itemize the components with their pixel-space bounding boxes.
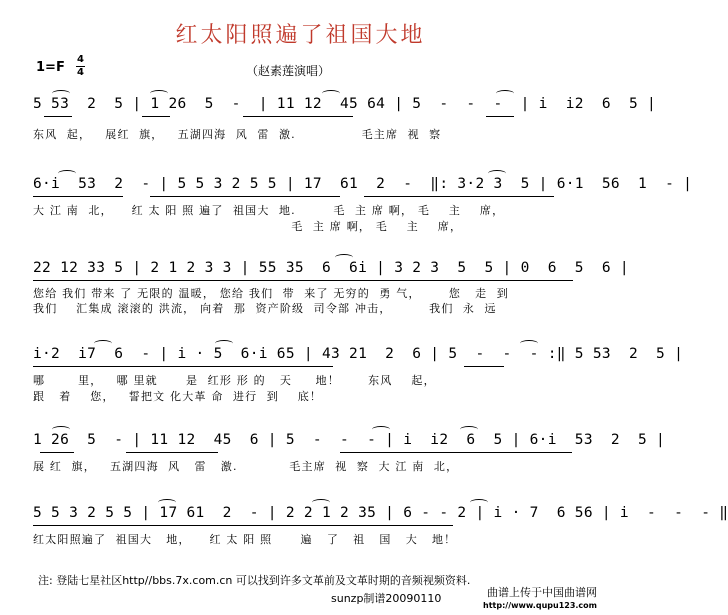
lyric-line-5: 展 红 旗， 五湖四海 风 雷 激. 毛主席 视 察 大 江 南 北， [33,460,459,473]
footnote: 注: 登陆七星社区http//bbs.7x.com.cn 可以找到许多文革前及文革时期的音频视频资料. [38,574,471,587]
lyric-line-4b: 跟 着 您， 誓把文 化大革 命 进行 到 底！ [33,390,323,403]
beat-underline [40,452,74,453]
watermark-url[interactable]: http://www.qupu123.com [483,601,597,610]
slur-mark [520,340,538,347]
beat-underline [44,116,72,117]
notation-line-1: 5 53 2 5 | 1 26 5 - | 11 12 45 64 | 5 - - - | i i2 6 5 | [33,96,657,112]
beat-underline [33,366,333,367]
slur-mark [488,170,506,177]
notation-line-4: i·2 i7 6 - | i · 5 6·i 65 | 43 21 2 6 | 5 - - - :‖ 5 53 2 5 | [33,346,684,362]
watermark-text: 曲谱上传于中国曲谱网 [487,586,597,599]
slur-mark [94,340,112,347]
slur-mark [150,90,168,97]
watermark [483,586,597,612]
lyric-line-2b: 毛 主 席 啊， 毛 主 席， [33,220,463,233]
beat-underline [142,116,170,117]
beat-underline [364,196,554,197]
notation-line-3: 22 12 33 5 | 2 1 2 3 3 | 55 35 6 6i | 3 2 3 5 5 | 0 6 5 6 | [33,260,629,276]
beat-underline [33,196,123,197]
meter-top: 4 [77,54,84,65]
slur-mark [52,90,70,97]
beat-underline [126,452,218,453]
slur-mark [322,90,340,97]
lyric-line-1: 东风 起， 展红 旗， 五湖四海 风 雷 激. 毛主席 视 察 [33,128,442,141]
slur-mark [58,170,76,177]
beat-underline [464,366,504,367]
slur-mark [158,499,176,506]
slur-mark [215,340,233,347]
slur-mark [470,499,488,506]
lyric-line-3a: 您给 我们 带来 了 无限的 温暖， 您给 我们 带 来了 无穷的 勇 气， 您 走 到 [33,287,509,300]
beat-underline [33,525,453,526]
beat-underline [486,116,514,117]
beat-underline [150,196,340,197]
slur-mark [312,499,330,506]
meter-bottom: 4 [77,67,84,78]
beat-underline [33,280,573,281]
time-signature [76,55,85,78]
lyric-line-3b: 我们 汇集成 滚滚的 洪流， 向着 那 资产阶级 司令部 冲击， 我们 永 远 [33,302,497,315]
slur-mark [335,254,353,261]
page-title: 红太阳照遍了祖国大地 [175,23,426,48]
transcriber-credit: sunzp制谱20090110 [331,592,442,605]
beat-underline [243,116,353,117]
key-signature: 1=F [36,60,65,75]
slur-mark [52,426,70,433]
slur-mark [460,426,478,433]
lyric-line-6: 红太阳照遍了 祖国大 地， 红 太 阳 照 遍 了 祖 国 大 地！ [33,533,457,546]
notation-line-6: 5 5 3 2 5 5 | 17 61 2 - | 2 2 1 2 35 | 6 - - 2 | i · 7 6 56 | i - - - ‖ [33,505,728,521]
notation-line-5: 1 26 5 - | 11 12 45 6 | 5 - - - | i i2 6 5 | 6·i 53 2 5 | [33,432,666,448]
singer-credit: （赵素莲演唱） [246,64,331,78]
slur-mark [496,90,514,97]
slur-mark [372,426,390,433]
beat-underline [340,452,572,453]
lyric-line-4a: 哪 里， 哪 里就 是 红形 形 的 天 地！ 东风 起， [33,374,436,387]
lyric-line-2a: 大 江 南 北， 红 太 阳 照 遍了 祖国大 地. 毛 主 席 啊， 毛 主 席， [33,204,505,217]
notation-line-2: 6·i 53 2 - | 5 5 3 2 5 5 | 17 61 2 - ‖: 3·2 3 5 | 6·1 56 1 - | [33,176,693,192]
